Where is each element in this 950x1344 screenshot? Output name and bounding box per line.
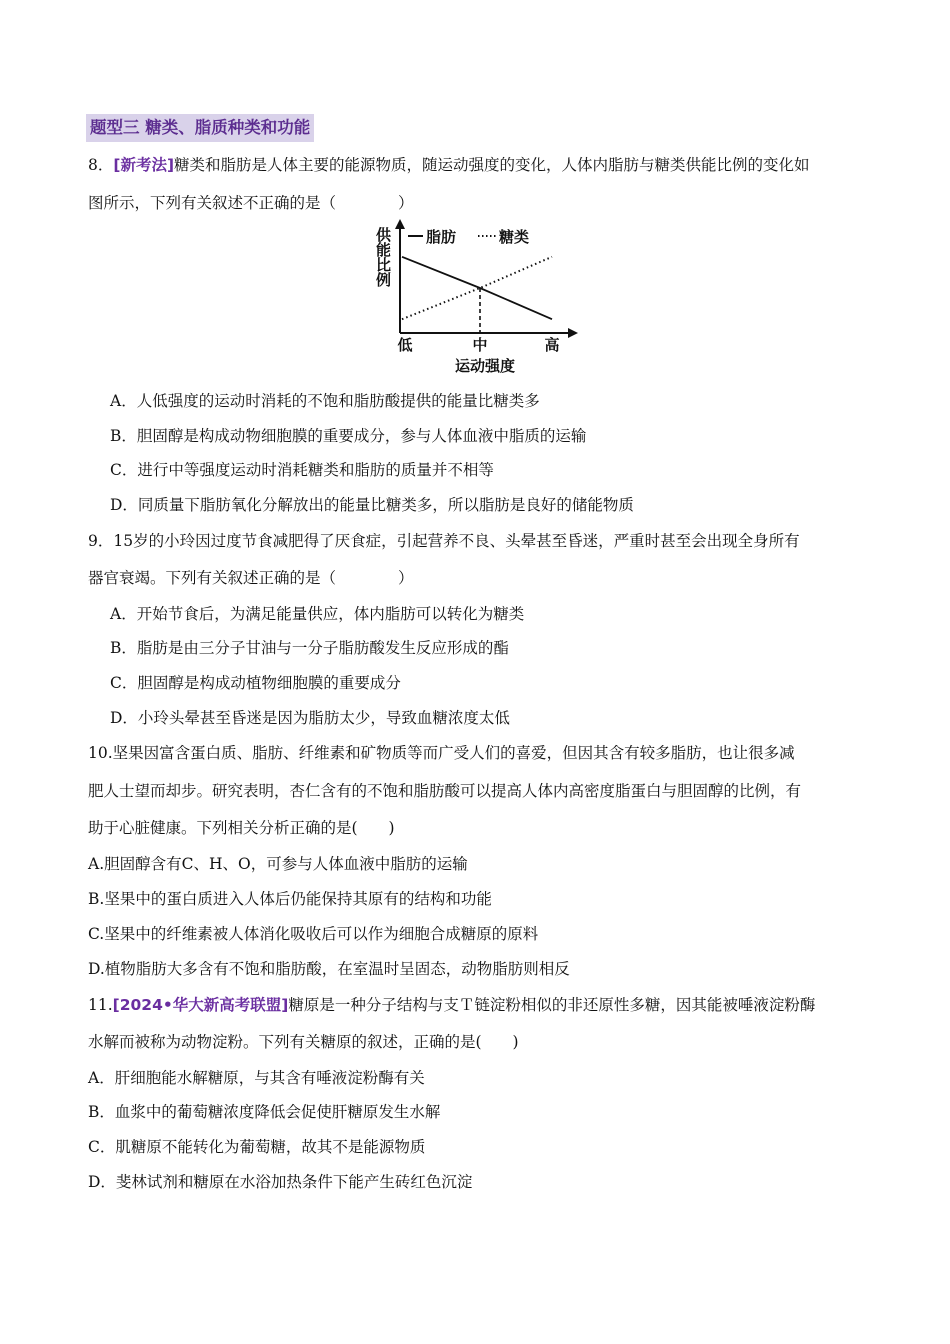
question-8-option-d: D．同质量下脂肪氧化分解放出的能量比糖类多，所以脂肪是良好的储能物质 — [110, 496, 634, 514]
question-11-number: 11. — [88, 996, 113, 1014]
question-11-stem-line-1 — [88, 994, 815, 1016]
question-9-option-a: A．开始节食后，为满足能量供应，体内脂肪可以转化为糖类 — [110, 605, 525, 623]
question-10-stem-line-2: 肥人士望而却步。研究表明，杏仁含有的不饱和脂肪酸可以提高人体内高密度脂蛋白与胆固醇的比例，有 — [88, 782, 802, 800]
y-axis-arrow — [395, 219, 405, 229]
question-9-option-b: B．脂肪是由三分子甘油与一分子脂肪酸发生反应形成的酯 — [110, 639, 509, 657]
question-8-option-c: C．进行中等强度运动时消耗糖类和脂肪的质量并不相等 — [110, 461, 494, 479]
section-title: 题型三 糖类、脂质种类和功能 — [86, 114, 314, 142]
question-10-option-c: C.坚果中的纤维素被人体消化吸收后可以作为细胞合成糖原的原料 — [88, 925, 539, 943]
question-9-option-d: D．小玲头晕甚至昏迷是因为脂肪太少，导致血糖浓度太低 — [110, 709, 510, 727]
question-8-stem-line-2: 图所示，下列有关叙述不正确的是（ ） — [88, 194, 414, 212]
question-9-stem-line-2: 器官衰竭。下列有关叙述正确的是（ ） — [88, 569, 414, 587]
question-11-option-b: B．血浆中的葡萄糖浓度降低会促使肝糖原发生水解 — [88, 1103, 441, 1121]
question-10-stem-line-3: 助于心脏健康。下列相关分析正确的是( ) — [88, 819, 395, 837]
x-axis-arrow — [568, 328, 578, 338]
y-axis-label: 供能比例 — [374, 227, 392, 287]
question-11-option-d: D．斐林试剂和糖原在水浴加热条件下能产生砖红色沉淀 — [88, 1173, 473, 1191]
question-9-stem-line-1: 9．15岁的小玲因过度节食减肥得了厌食症，引起营养不良、头晕甚至昏迷，严重时甚至会出现全身所有 — [88, 532, 800, 550]
question-9-option-c: C．胆固醇是构成动植物细胞膜的重要成分 — [110, 674, 401, 692]
question-10-option-d: D.植物脂肪大多含有不饱和脂肪酸，在室温时呈固态，动物脂肪则相反 — [88, 960, 570, 978]
legend-fat-label: 脂肪 — [426, 228, 457, 246]
x-tick-label: 低 — [397, 336, 413, 354]
question-11-stem-text: 糖原是一种分子结构与支Ｔ链淀粉相似的非还原性多糖，因其能被唾液淀粉酶 — [288, 996, 816, 1014]
series-line-fat — [402, 257, 552, 319]
legend-sugar-label: 糖类 — [499, 228, 530, 246]
question-11-tag: [2024•华大新高考联盟] — [112, 996, 289, 1014]
question-10-option-b: B.坚果中的蛋白质进入人体后仍能保持其原有的结构和功能 — [88, 890, 492, 908]
question-8-option-b: B．胆固醇是构成动物细胞膜的重要成分，参与人体血液中脂质的运输 — [110, 427, 587, 445]
question-8-tag: [新考法] — [113, 156, 175, 174]
question-8-option-a: A．人低强度的运动时消耗的不饱和脂肪酸提供的能量比糖类多 — [110, 392, 540, 410]
question-8-stem-text: 糖类和脂肪是人体主要的能源物质，随运动强度的变化，人体内脂肪与糖类供能比例的变化如 — [174, 156, 810, 174]
question-8-number: 8． — [88, 156, 114, 174]
x-tick-label: 高 — [544, 336, 560, 354]
question-10-stem-line-1: 10.坚果因富含蛋白质、脂肪、纤维素和矿物质等而广受人们的喜爱，但因其含有较多脂肪，也让很多减 — [88, 744, 795, 762]
question-11-option-c: C．肌糖原不能转化为葡萄糖，故其不是能源物质 — [88, 1138, 426, 1156]
question-8-stem-line-1 — [88, 154, 810, 176]
x-tick-label: 中 — [472, 336, 488, 354]
question-11-stem-line-2: 水解而被称为动物淀粉。下列有关糖原的叙述，正确的是( ) — [88, 1033, 519, 1051]
question-11-option-a: A．肝细胞能水解糖原，与其含有唾液淀粉酶有关 — [88, 1069, 425, 1087]
question-10-option-a: A.胆固醇含有C、H、O，可参与人体血液中脂肪的运输 — [88, 855, 468, 873]
x-axis-label: 运动强度 — [454, 357, 516, 375]
energy-ratio-chart — [360, 215, 590, 380]
